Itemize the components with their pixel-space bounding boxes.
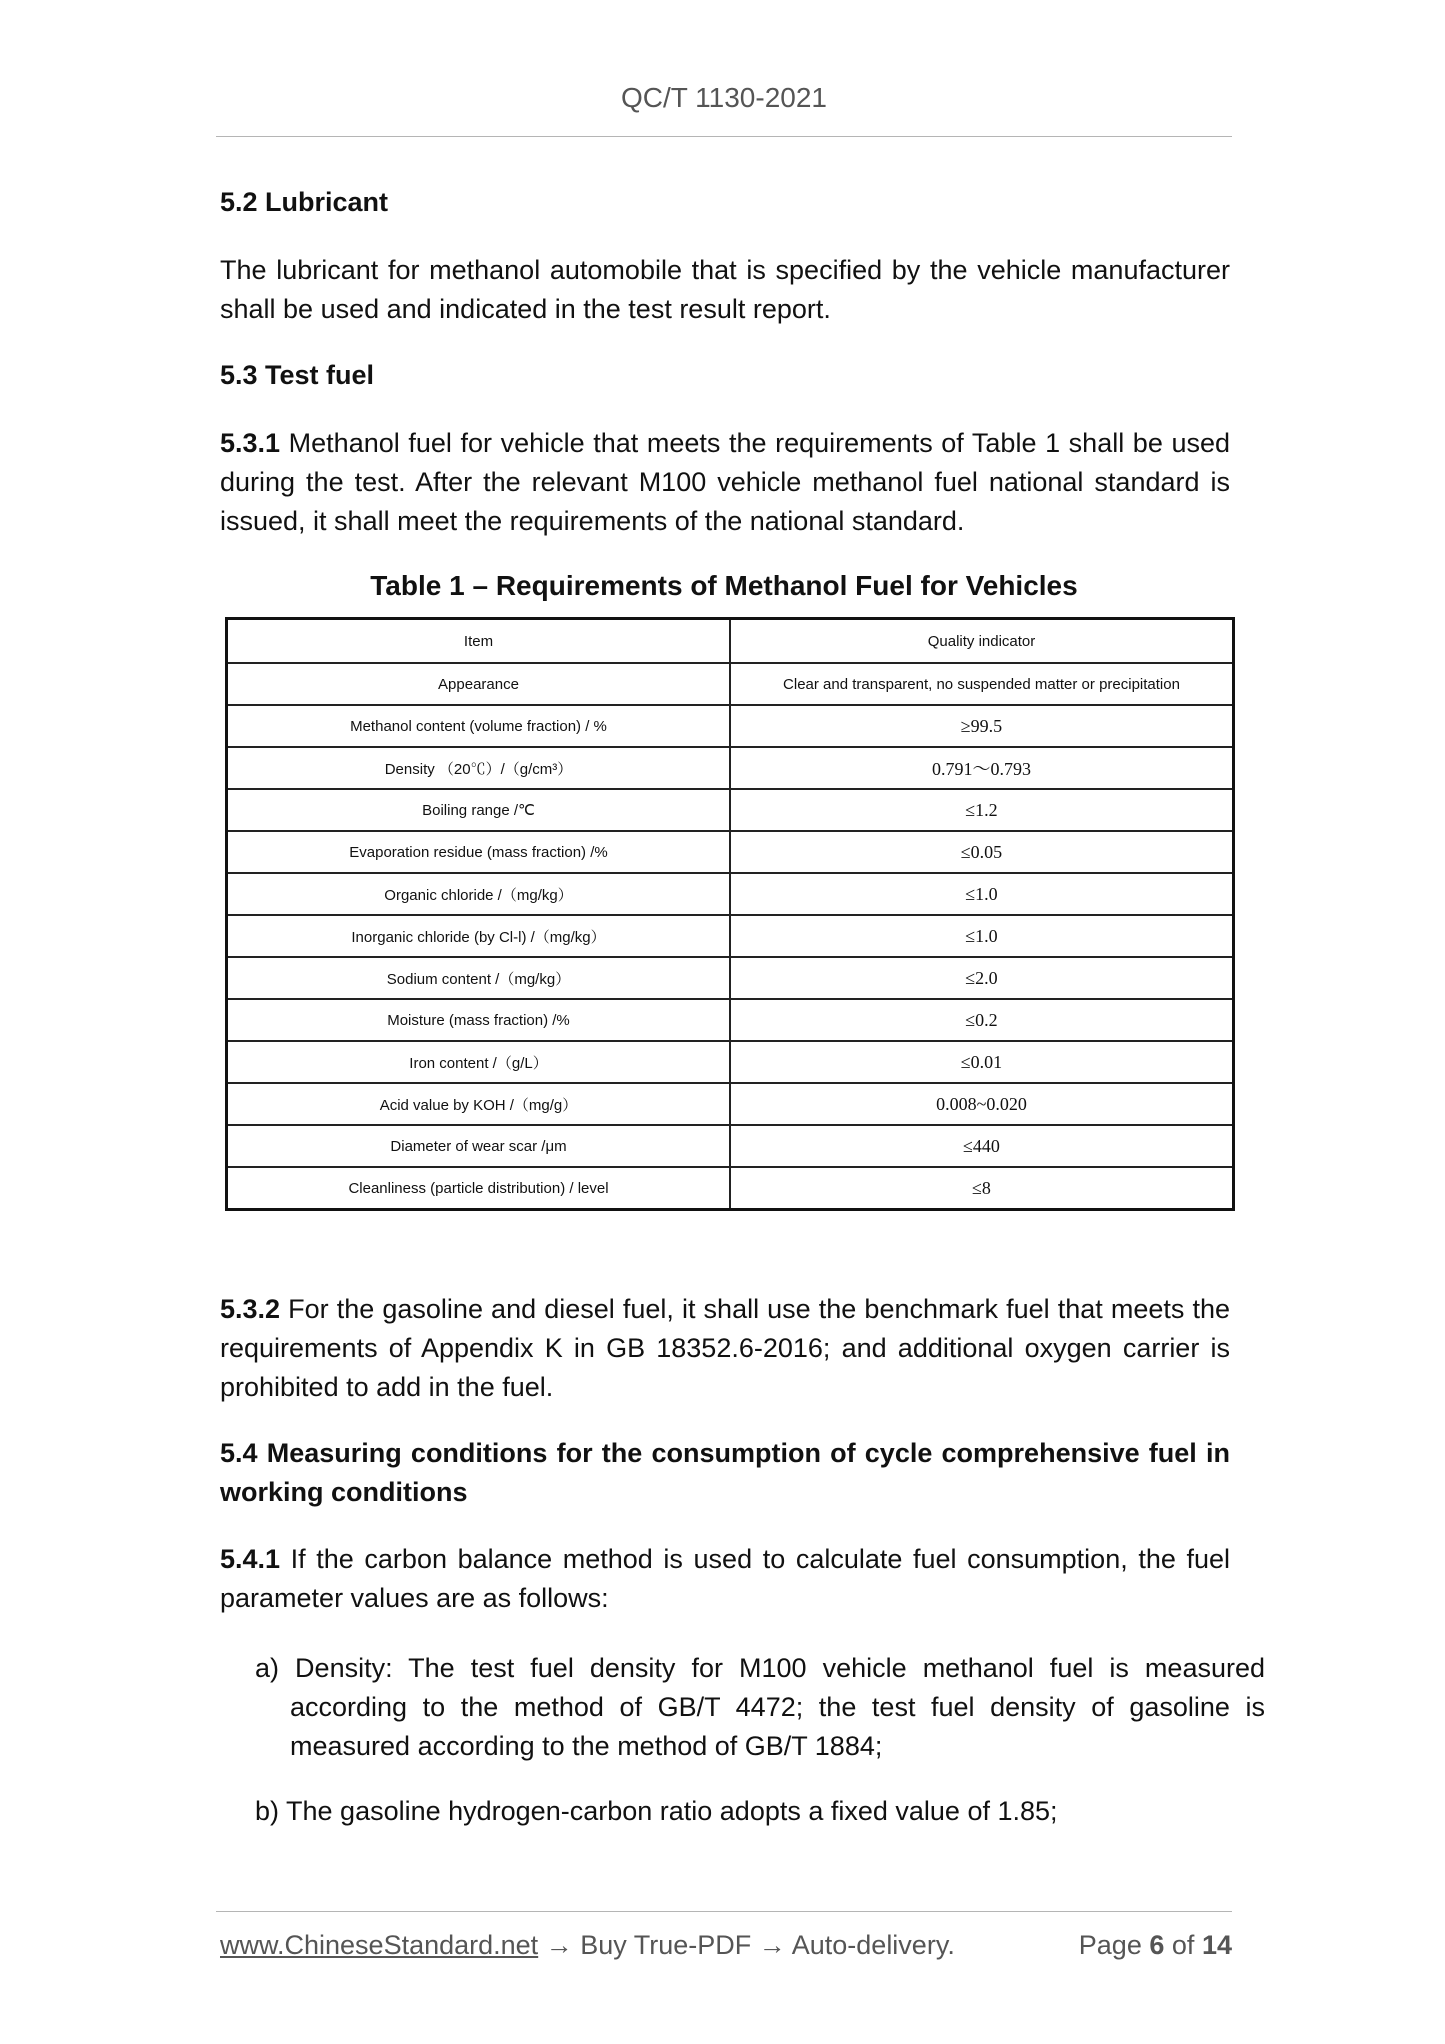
table-row — [227, 663, 1234, 705]
table-cell-value: ≤1.2 — [730, 789, 1234, 831]
table-cell-value: ≤8 — [730, 1167, 1234, 1210]
table-cell-value: ≤0.2 — [730, 999, 1234, 1041]
table-row — [227, 1167, 1234, 1210]
clause-5-3-1 — [220, 424, 1230, 541]
column-header-quality: Quality indicator — [730, 619, 1234, 664]
header-rule — [216, 136, 1232, 137]
table-row — [227, 957, 1234, 999]
page-footer — [220, 1930, 1232, 1961]
clause-text: Methanol fuel for vehicle that meets the requirements of Table 1 shall be used during the test. After the relevant M100 vehicle methanol fuel national standard is issued, it shall meet the requirements of the national standard. — [220, 428, 1230, 536]
table-cell-value: ≥99.5 — [730, 705, 1234, 747]
table-row — [227, 873, 1234, 915]
table-row — [227, 1041, 1234, 1083]
page-header: QC/T 1130-2021 — [621, 82, 827, 113]
current-page: 6 — [1149, 1930, 1165, 1960]
page-label: Page — [1078, 1930, 1142, 1960]
table-row — [227, 705, 1234, 747]
table-cell-item: Appearance — [227, 663, 731, 705]
table-cell-value: 0.791～0.793 — [730, 747, 1234, 789]
total-pages: 14 — [1201, 1930, 1232, 1960]
page-number — [1079, 1930, 1232, 1961]
table-cell-item: Inorganic chloride (by Cl-l) /（mg/kg） — [227, 915, 731, 957]
footer-promo: → Buy True-PDF → Auto-delivery. — [538, 1930, 955, 1960]
table-cell-value: ≤0.01 — [730, 1041, 1234, 1083]
clause-number: 5.3.1 — [220, 428, 281, 458]
website-link[interactable]: www.ChineseStandard.net — [220, 1930, 539, 1960]
table-row — [227, 831, 1234, 873]
table-cell-item: Cleanliness (particle distribution) / level — [227, 1167, 731, 1210]
table-header-row — [227, 619, 1234, 664]
table-row — [227, 999, 1234, 1041]
section-5-2-text: The lubricant for methanol automobile that is specified by the vehicle manufacturer shall be used and indicated in the test result report. — [220, 255, 1230, 324]
table-1-title: Table 1 – Requirements of Methanol Fuel for Vehicles — [370, 570, 1078, 601]
table-cell-value: Clear and transparent, no suspended matter or precipitation — [730, 663, 1234, 705]
table-cell-item: Sodium content /（mg/kg） — [227, 957, 731, 999]
section-5-4-heading: 5.4 Measuring conditions for the consumption of cycle comprehensive fuel in working conditions — [220, 1438, 1230, 1507]
section-5-2-heading: 5.2 Lubricant — [220, 187, 389, 217]
table-cell-value: ≤1.0 — [730, 915, 1234, 957]
section-5-3-heading: 5.3 Test fuel — [220, 360, 375, 390]
clause-5-4-1 — [220, 1540, 1230, 1618]
clause-text: For the gasoline and diesel fuel, it shall use the benchmark fuel that meets the requirements of Appendix K in GB 18352.6-2016; and additional oxygen carrier is prohibited to add in the fuel. — [220, 1294, 1230, 1402]
clause-5-3-2 — [220, 1290, 1230, 1407]
table-cell-item: Acid value by KOH /（mg/g） — [227, 1083, 731, 1125]
table-cell-item: Iron content /（g/L） — [227, 1041, 731, 1083]
table-cell-value: ≤1.0 — [730, 873, 1234, 915]
clause-number: 5.3.2 — [220, 1294, 281, 1324]
table-cell-item: Boiling range /℃ — [227, 789, 731, 831]
table-cell-value: ≤2.0 — [730, 957, 1234, 999]
list-item-b: b) The gasoline hydrogen-carbon ratio adopts a fixed value of 1.85; — [255, 1796, 1058, 1826]
table-cell-value: ≤0.05 — [730, 831, 1234, 873]
list-item-a: a) Density: The test fuel density for M100 vehicle methanol fuel is measured according to the method of GB/T 4472; the test fuel density of gasoline is measured according to the method of GB/T 1884; — [255, 1653, 1265, 1761]
table-row — [227, 789, 1234, 831]
clause-text: If the carbon balance method is used to calculate fuel consumption, the fuel parameter values are as follows: — [220, 1544, 1230, 1613]
table-row — [227, 1083, 1234, 1125]
table-row — [227, 747, 1234, 789]
of-label: of — [1171, 1930, 1195, 1960]
table-cell-item: Density （20℃）/（g/cm³） — [227, 747, 731, 789]
table-row — [227, 915, 1234, 957]
table-cell-item: Moisture (mass fraction) /% — [227, 999, 731, 1041]
table-cell-item: Organic chloride /（mg/kg） — [227, 873, 731, 915]
column-header-item: Item — [227, 619, 731, 664]
table-cell-item: Diameter of wear scar /μm — [227, 1125, 731, 1167]
clause-number: 5.4.1 — [220, 1544, 281, 1574]
table-row — [227, 1125, 1234, 1167]
table-cell-item: Evaporation residue (mass fraction) /% — [227, 831, 731, 873]
table-cell-value: 0.008~0.020 — [730, 1083, 1234, 1125]
table-cell-item: Methanol content (volume fraction) / % — [227, 705, 731, 747]
table-cell-value: ≤440 — [730, 1125, 1234, 1167]
footer-rule — [216, 1911, 1232, 1912]
table-1 — [225, 617, 1235, 1211]
